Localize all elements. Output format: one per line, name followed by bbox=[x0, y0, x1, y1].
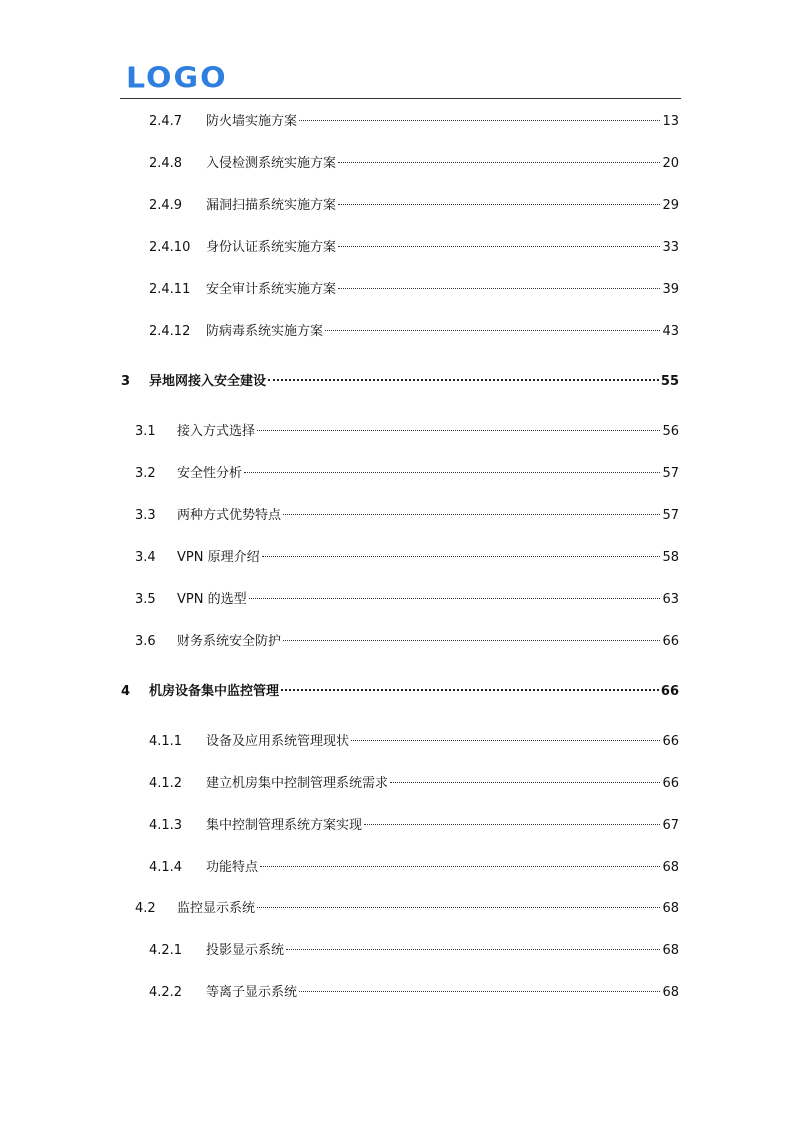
toc-entry-title[interactable]: 安全性分析 bbox=[177, 466, 243, 481]
toc-entry-number: 2.4.9 bbox=[149, 198, 183, 213]
toc-entry-page: 55 bbox=[660, 374, 679, 389]
toc-entry-page: 57 bbox=[662, 466, 679, 481]
toc-entry-page: 13 bbox=[662, 114, 679, 129]
toc-entry[interactable] bbox=[149, 859, 679, 877]
dot-leader bbox=[299, 991, 660, 992]
toc-entry-number: 4.1.3 bbox=[149, 818, 183, 833]
dot-leader bbox=[390, 782, 660, 783]
toc-entry[interactable] bbox=[149, 239, 679, 257]
toc-entry[interactable] bbox=[149, 197, 679, 215]
dot-leader bbox=[281, 689, 659, 691]
dot-leader bbox=[249, 598, 661, 599]
toc-entry-number: 3.1 bbox=[135, 424, 156, 439]
toc-entry-page: 68 bbox=[662, 860, 679, 875]
dot-leader bbox=[338, 246, 660, 247]
toc-entry-title[interactable]: 接入方式选择 bbox=[177, 424, 256, 439]
toc-entry-number: 2.4.7 bbox=[149, 114, 183, 129]
toc-entry-title[interactable]: 功能特点 bbox=[206, 860, 259, 875]
dot-leader bbox=[364, 824, 660, 825]
dot-leader bbox=[325, 330, 660, 331]
toc-entry-number: 4.1.2 bbox=[149, 776, 183, 791]
toc-entry[interactable] bbox=[149, 733, 679, 751]
toc-entry[interactable] bbox=[149, 817, 679, 835]
toc-entry[interactable] bbox=[149, 113, 679, 131]
toc-entry-page: 39 bbox=[662, 282, 679, 297]
toc-entry-title[interactable]: 集中控制管理系统方案实现 bbox=[206, 818, 363, 833]
toc-entry[interactable] bbox=[149, 281, 679, 299]
toc-entry[interactable] bbox=[135, 591, 679, 609]
dot-leader bbox=[283, 514, 660, 515]
dot-leader bbox=[351, 740, 660, 741]
toc-entry-page: 66 bbox=[662, 734, 679, 749]
toc-entry-page: 66 bbox=[662, 776, 679, 791]
dot-leader bbox=[283, 640, 660, 641]
toc-entry-title[interactable]: VPN 原理介绍 bbox=[177, 550, 260, 565]
toc-entry[interactable] bbox=[121, 683, 679, 701]
toc-entry-number: 2.4.12 bbox=[149, 324, 191, 339]
toc-entry-page: 56 bbox=[662, 424, 679, 439]
toc-entry-title[interactable]: VPN 的选型 bbox=[177, 592, 247, 607]
toc-entry-page: 66 bbox=[660, 684, 679, 699]
toc-entry[interactable] bbox=[135, 633, 679, 651]
toc-entry[interactable] bbox=[135, 900, 679, 918]
toc-entry-title[interactable]: 机房设备集中监控管理 bbox=[149, 684, 280, 699]
dot-leader bbox=[338, 204, 660, 205]
toc-entry-number: 4.2.2 bbox=[149, 985, 183, 1000]
toc-entry-page: 66 bbox=[662, 634, 679, 649]
toc-entry-title[interactable]: 投影显示系统 bbox=[206, 943, 285, 958]
toc-entry-title[interactable]: 防病毒系统实施方案 bbox=[206, 324, 324, 339]
toc-entry-title[interactable]: 防火墙实施方案 bbox=[206, 114, 298, 129]
toc-entry-number: 3.5 bbox=[135, 592, 156, 607]
toc-entry-page: 33 bbox=[662, 240, 679, 255]
toc-entry-title[interactable]: 监控显示系统 bbox=[177, 901, 256, 916]
toc-entry-page: 57 bbox=[662, 508, 679, 523]
toc-entry-number: 3.6 bbox=[135, 634, 156, 649]
toc-entry-number: 4.2 bbox=[135, 901, 156, 916]
toc-entry[interactable] bbox=[135, 549, 679, 567]
toc-entry-page: 20 bbox=[662, 156, 679, 171]
toc-entry-page: 68 bbox=[662, 943, 679, 958]
toc-entry-number: 3.3 bbox=[135, 508, 156, 523]
toc-entry[interactable] bbox=[135, 465, 679, 483]
toc-entry-title[interactable]: 身份认证系统实施方案 bbox=[206, 240, 337, 255]
toc-entry-title[interactable]: 设备及应用系统管理现状 bbox=[206, 734, 350, 749]
dot-leader bbox=[257, 907, 660, 908]
toc-entry-page: 29 bbox=[662, 198, 679, 213]
toc-entry-title[interactable]: 异地网接入安全建设 bbox=[149, 374, 267, 389]
toc-entry[interactable] bbox=[149, 155, 679, 173]
toc-entry-page: 68 bbox=[662, 985, 679, 1000]
toc-entry[interactable] bbox=[149, 323, 679, 341]
toc-entry-title[interactable]: 漏洞扫描系统实施方案 bbox=[206, 198, 337, 213]
dot-leader bbox=[299, 120, 660, 121]
dot-leader bbox=[338, 288, 660, 289]
toc-entry-number: 4.1.1 bbox=[149, 734, 183, 749]
dot-leader bbox=[257, 430, 660, 431]
toc-entry-number: 2.4.8 bbox=[149, 156, 183, 171]
dot-leader bbox=[338, 162, 660, 163]
dot-leader bbox=[268, 379, 659, 381]
toc-entry-title[interactable]: 财务系统安全防护 bbox=[177, 634, 282, 649]
toc-entry-title[interactable]: 等离子显示系统 bbox=[206, 985, 298, 1000]
toc-entry-number: 3.4 bbox=[135, 550, 156, 565]
toc-entry-title[interactable]: 两种方式优势特点 bbox=[177, 508, 282, 523]
toc-entry-title[interactable]: 安全审计系统实施方案 bbox=[206, 282, 337, 297]
toc-entry-page: 67 bbox=[662, 818, 679, 833]
toc-entry-title[interactable]: 入侵检测系统实施方案 bbox=[206, 156, 337, 171]
toc-entry-number: 2.4.10 bbox=[149, 240, 191, 255]
dot-leader bbox=[244, 472, 660, 473]
logo: LOGO bbox=[126, 61, 228, 96]
toc-entry-number: 4.2.1 bbox=[149, 943, 183, 958]
toc-entry-page: 58 bbox=[662, 550, 679, 565]
toc-entry[interactable] bbox=[149, 775, 679, 793]
toc-entry-page: 43 bbox=[662, 324, 679, 339]
toc-entry-title[interactable]: 建立机房集中控制管理系统需求 bbox=[206, 776, 389, 791]
dot-leader bbox=[286, 949, 660, 950]
toc-entry[interactable] bbox=[135, 423, 679, 441]
toc-entry-number: 3.2 bbox=[135, 466, 156, 481]
toc-entry-number: 3 bbox=[121, 374, 131, 389]
toc-entry-page: 68 bbox=[662, 901, 679, 916]
toc-entry-page: 63 bbox=[662, 592, 679, 607]
toc-entry[interactable] bbox=[149, 942, 679, 960]
toc-entry-number: 2.4.11 bbox=[149, 282, 191, 297]
toc-entry-number: 4 bbox=[121, 684, 131, 699]
toc-entry[interactable] bbox=[135, 507, 679, 525]
toc-entry[interactable] bbox=[121, 373, 679, 391]
toc-entry-number: 4.1.4 bbox=[149, 860, 183, 875]
dot-leader bbox=[262, 556, 661, 557]
dot-leader bbox=[260, 866, 660, 867]
toc-entry[interactable] bbox=[149, 984, 679, 1002]
